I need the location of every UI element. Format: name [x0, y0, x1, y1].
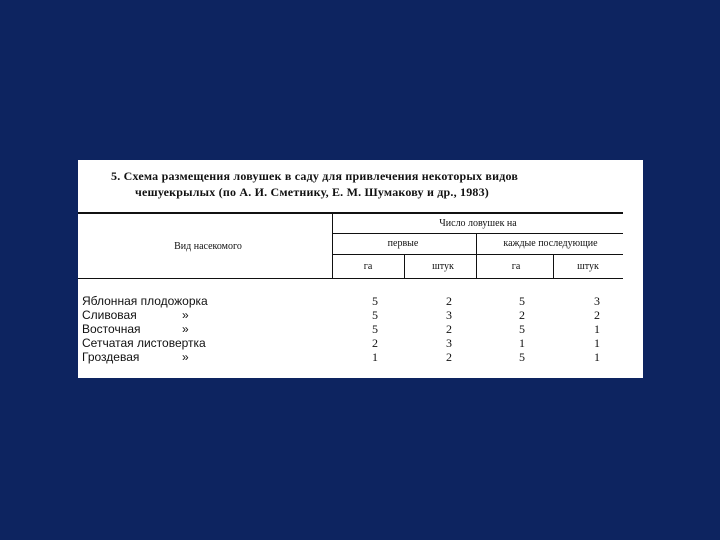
next-ha-value: 1 [519, 336, 525, 350]
first-ha-value: 1 [372, 350, 378, 364]
first-units-divider [404, 255, 405, 279]
species-name: Гроздевая [82, 350, 140, 364]
subgroup-header-rule [332, 254, 623, 255]
next-pcs-header: штук [577, 261, 599, 272]
table-row [82, 322, 622, 336]
group-header-rule [332, 233, 623, 234]
next-units-divider [553, 255, 554, 279]
table-row [82, 336, 622, 350]
table-top-rule [78, 212, 623, 214]
first-column-header: первые [387, 238, 419, 249]
ditto-mark: » [182, 322, 189, 336]
next-pcs-value: 1 [594, 350, 600, 364]
species-column-header: Вид насекомого [174, 241, 242, 252]
next-pcs-value: 1 [594, 336, 600, 350]
traps-group-header: Число ловушек на [439, 218, 517, 229]
first-ha-value: 5 [372, 294, 378, 308]
table-row [82, 308, 622, 322]
ditto-mark: » [182, 350, 189, 364]
caption-line-1: 5. Схема размещения ловушек в саду для привлечения некоторых видов [111, 169, 519, 183]
first-ha-header: га [363, 261, 373, 272]
table-caption [111, 168, 631, 200]
species-column-divider [332, 213, 333, 279]
species-name: Восточная [82, 322, 141, 336]
first-ha-value: 5 [372, 322, 378, 336]
next-ha-header: га [511, 261, 521, 272]
header-bottom-rule [78, 278, 623, 279]
first-pcs-value: 2 [446, 294, 452, 308]
next-pcs-value: 2 [594, 308, 600, 322]
table-row [82, 350, 622, 364]
species-name: Сетчатая листовертка [82, 336, 206, 350]
next-column-header: каждые последующие [503, 238, 598, 249]
next-ha-value: 2 [519, 308, 525, 322]
first-pcs-value: 3 [446, 308, 452, 322]
next-ha-value: 5 [519, 322, 525, 336]
species-name: Яблонная плодожорка [82, 294, 208, 308]
first-pcs-header: штук [432, 261, 454, 272]
caption-line-2: чешуекрылых (по А. И. Сметнику, Е. М. Шумакову и др., 1983) [135, 185, 490, 199]
ditto-mark: » [182, 308, 189, 322]
next-ha-value: 5 [519, 294, 525, 308]
first-pcs-value: 2 [446, 322, 452, 336]
first-pcs-value: 3 [446, 336, 452, 350]
scanned-table-image [78, 160, 643, 378]
next-pcs-value: 3 [594, 294, 600, 308]
first-pcs-value: 2 [446, 350, 452, 364]
first-next-divider [476, 234, 477, 279]
table-row [82, 294, 622, 308]
species-name: Сливовая [82, 308, 137, 322]
next-pcs-value: 1 [594, 322, 600, 336]
next-ha-value: 5 [519, 350, 525, 364]
first-ha-value: 5 [372, 308, 378, 322]
first-ha-value: 2 [372, 336, 378, 350]
